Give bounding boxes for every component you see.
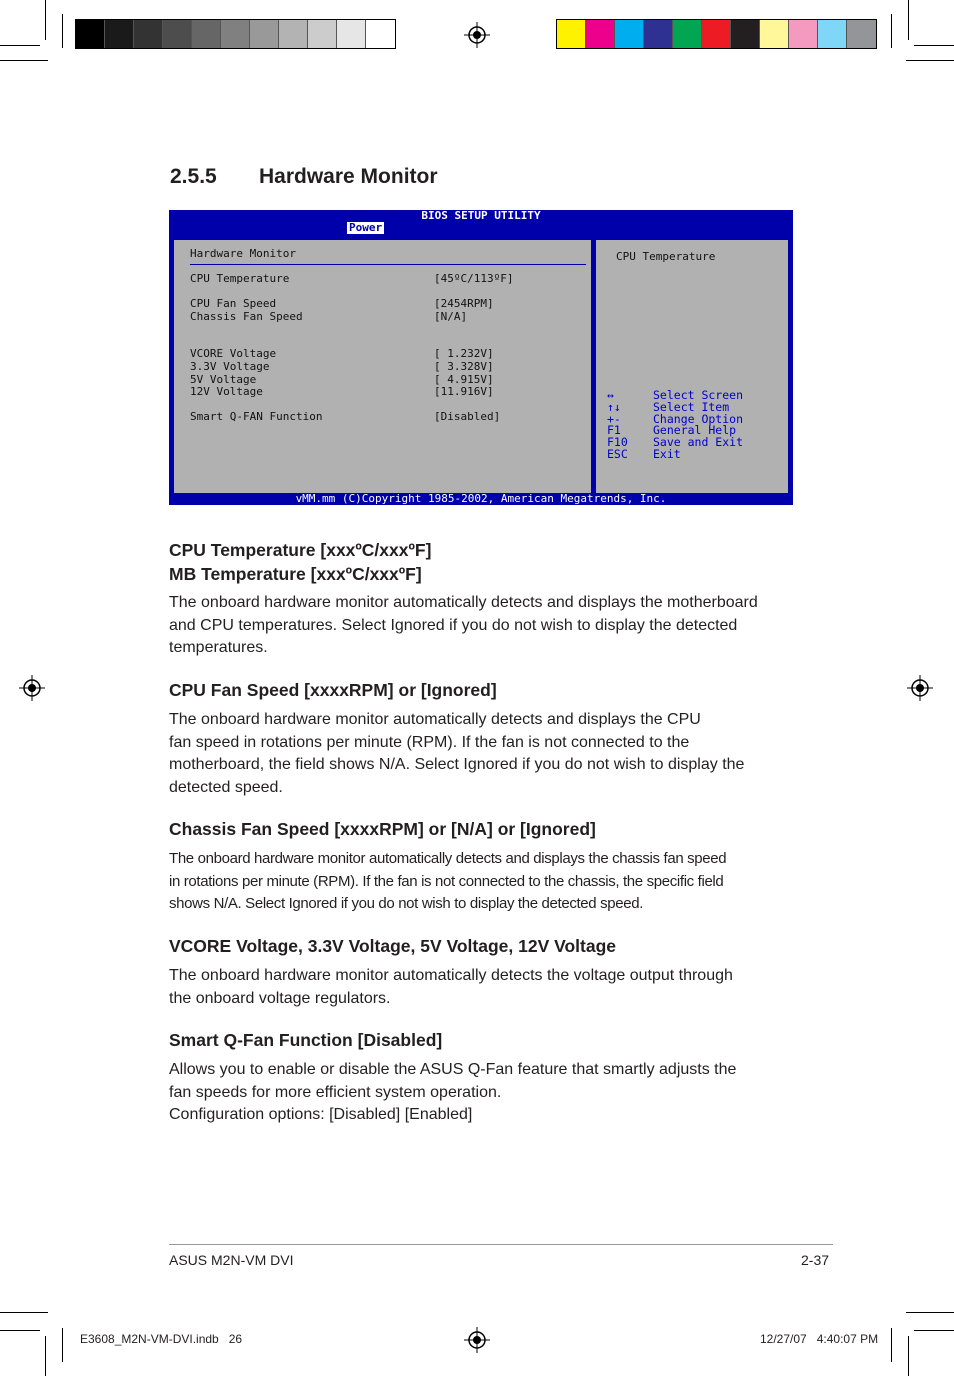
bios-row-value: [Disabled] xyxy=(434,410,501,423)
bios-row-value: [2454RPM] xyxy=(434,297,494,310)
color-swatch xyxy=(615,20,644,48)
bios-key-action: Exit xyxy=(653,446,681,461)
bios-key: ↔ xyxy=(607,388,614,402)
item-description xyxy=(169,848,799,916)
color-swatch xyxy=(250,20,279,48)
item-description xyxy=(169,965,799,1010)
bios-key-action: Save and Exit xyxy=(653,435,744,450)
process-color-bar xyxy=(556,19,877,49)
registration-mark-icon xyxy=(907,675,933,701)
bios-copyright: vMM.mm (C)Copyright 1985-2002, American Megatrends, Inc. xyxy=(169,493,793,505)
text-line: The onboard hardware monitor automatically detects and displays the chassis fan speed xyxy=(169,850,727,867)
heading-line: Chassis Fan Speed [xxxxRPM] or [N/A] or [Ignored] xyxy=(169,819,596,839)
bios-key: ↑↓ xyxy=(607,399,621,414)
text-line: temperatures. xyxy=(169,639,268,656)
color-swatch xyxy=(557,20,586,48)
text-line: and CPU temperatures. Select Ignored if you do not wish to display the detected xyxy=(169,616,738,634)
crop-mark xyxy=(0,1330,40,1331)
registration-mark-icon xyxy=(464,1327,490,1353)
color-swatch xyxy=(163,20,192,48)
bios-row-label[interactable]: CPU Fan Speed xyxy=(190,297,277,310)
color-swatch xyxy=(76,20,105,48)
item-heading xyxy=(169,1030,442,1051)
page-number: 2-37 xyxy=(801,1252,830,1268)
text-line: The onboard hardware monitor automatically detects and displays the motherboard xyxy=(169,594,758,611)
crop-mark xyxy=(0,45,40,46)
text-line: in rotations per minute (RPM). If the fan is not connected to the chassis, the specific field xyxy=(169,872,724,890)
bios-row-value: [ 1.232V] xyxy=(434,347,494,360)
bios-row-value: [ 3.328V] xyxy=(434,360,494,373)
grayscale-color-bar xyxy=(75,19,396,49)
text-line: fan speeds for more efficient system operation. xyxy=(169,1083,502,1101)
color-swatch xyxy=(586,20,615,48)
color-swatch xyxy=(105,20,134,48)
crop-mark xyxy=(906,1312,954,1313)
bios-row-label[interactable]: Smart Q-FAN Function xyxy=(190,410,323,423)
text-line: The onboard hardware monitor automatically detects and displays the CPU xyxy=(169,711,701,728)
color-swatch xyxy=(192,20,221,48)
section-heading: Hardware Monitor xyxy=(259,165,438,188)
text-line: motherboard, the field shows N/A. Select Ignored if you do not wish to display the xyxy=(169,756,745,773)
color-swatch xyxy=(134,20,163,48)
crop-mark xyxy=(914,45,954,46)
text-line: detected speed. xyxy=(169,778,283,796)
registration-mark-icon xyxy=(19,675,45,701)
bios-key-action: Change Option xyxy=(653,411,744,426)
crop-mark xyxy=(914,1330,954,1331)
color-swatch xyxy=(760,20,789,48)
text-line: Allows you to enable or disable the ASUS Q-Fan feature that smartly adjusts the xyxy=(169,1061,737,1078)
heading-line: CPU Fan Speed [xxxxRPM] or [Ignored] xyxy=(169,680,497,700)
heading-line: MB Temperature [xxxºC/xxxºF] xyxy=(169,564,422,584)
bios-key-action: Select Screen xyxy=(653,388,744,402)
item-heading xyxy=(169,680,497,701)
bios-row-value: [11.916V] xyxy=(434,385,494,398)
bios-row-label[interactable]: VCORE Voltage xyxy=(190,347,277,360)
slug-timestamp: 12/27/07 4:40:07 PM xyxy=(760,1332,879,1346)
text-line: shows N/A. Select Ignored if you do not wish to display the detected speed. xyxy=(169,895,644,912)
color-swatch xyxy=(731,20,760,48)
bios-key: +- xyxy=(607,411,621,426)
heading-line: CPU Temperature [xxxºC/xxxºF] xyxy=(169,540,432,560)
color-swatch xyxy=(366,20,395,48)
bios-key: ESC xyxy=(607,446,628,461)
color-swatch xyxy=(279,20,308,48)
bios-title: BIOS SETUP UTILITY xyxy=(421,209,541,222)
bios-row-value: [ 4.915V] xyxy=(434,373,494,386)
item-heading xyxy=(169,819,596,840)
text-line: fan speed in rotations per minute (RPM). If the fan is not connected to the xyxy=(169,733,690,751)
item-heading xyxy=(169,936,616,957)
heading-line: VCORE Voltage, 3.3V Voltage, 5V Voltage, 12V Voltage xyxy=(169,936,617,956)
crop-mark xyxy=(906,60,954,61)
bios-row-label[interactable]: 3.3V Voltage xyxy=(190,360,270,373)
bios-row-label[interactable]: 12V Voltage xyxy=(190,385,263,398)
registration-mark-icon xyxy=(464,22,490,48)
bios-key-legend xyxy=(607,390,743,461)
crop-mark xyxy=(45,0,46,40)
bios-settings-panel xyxy=(172,238,593,498)
bios-row-label[interactable]: Chassis Fan Speed xyxy=(190,310,303,323)
color-swatch xyxy=(673,20,702,48)
bios-row-value: [45ºC/113ºF] xyxy=(434,272,514,285)
color-swatch xyxy=(818,20,847,48)
section-title xyxy=(170,165,438,189)
bios-screenshot xyxy=(169,210,793,505)
bios-tab-power[interactable]: Power xyxy=(349,221,383,234)
slug-filename: E3608_M2N-VM-DVI.indb 26 xyxy=(80,1332,243,1346)
color-swatch xyxy=(702,20,731,48)
item-description xyxy=(169,592,799,660)
color-swatch xyxy=(789,20,818,48)
item-description xyxy=(169,1059,799,1127)
bios-help-text: CPU Temperature xyxy=(616,250,716,263)
footer-divider xyxy=(169,1244,833,1245)
bios-panel-title: Hardware Monitor xyxy=(190,247,296,260)
color-swatch xyxy=(847,20,876,48)
bios-key: F10 xyxy=(607,435,628,450)
bios-key-action: Select Item xyxy=(653,399,730,414)
bios-row-label[interactable]: 5V Voltage xyxy=(190,373,257,386)
crop-mark xyxy=(891,1328,892,1362)
bios-panel-divider xyxy=(190,264,586,265)
text-line: Configuration options: [Disabled] [Enabled] xyxy=(169,1106,473,1123)
bios-row-label[interactable]: CPU Temperature xyxy=(190,272,290,285)
item-description xyxy=(169,709,799,799)
bios-help-panel xyxy=(594,238,790,498)
bios-menu-bar xyxy=(169,222,793,234)
crop-mark xyxy=(0,60,48,61)
crop-mark xyxy=(62,1328,63,1362)
bios-row-value: [N/A] xyxy=(434,310,468,323)
color-swatch xyxy=(308,20,337,48)
color-swatch xyxy=(337,20,366,48)
crop-mark xyxy=(908,1336,909,1376)
heading-line: Smart Q-Fan Function [Disabled] xyxy=(169,1030,443,1050)
bios-key: F1 xyxy=(607,423,621,438)
crop-mark xyxy=(62,14,63,48)
item-heading xyxy=(169,538,431,586)
color-swatch xyxy=(221,20,250,48)
footer-product: ASUS M2N-VM DVI xyxy=(169,1252,294,1268)
bios-key-action: General Help xyxy=(653,423,737,438)
crop-mark xyxy=(908,0,909,40)
crop-mark xyxy=(0,1312,48,1313)
text-line: the onboard voltage regulators. xyxy=(169,989,391,1007)
crop-mark xyxy=(45,1336,46,1376)
color-swatch xyxy=(644,20,673,48)
section-number: 2.5.5 xyxy=(170,165,217,188)
text-line: The onboard hardware monitor automatically detects the voltage output through xyxy=(169,967,733,984)
crop-mark xyxy=(891,14,892,48)
